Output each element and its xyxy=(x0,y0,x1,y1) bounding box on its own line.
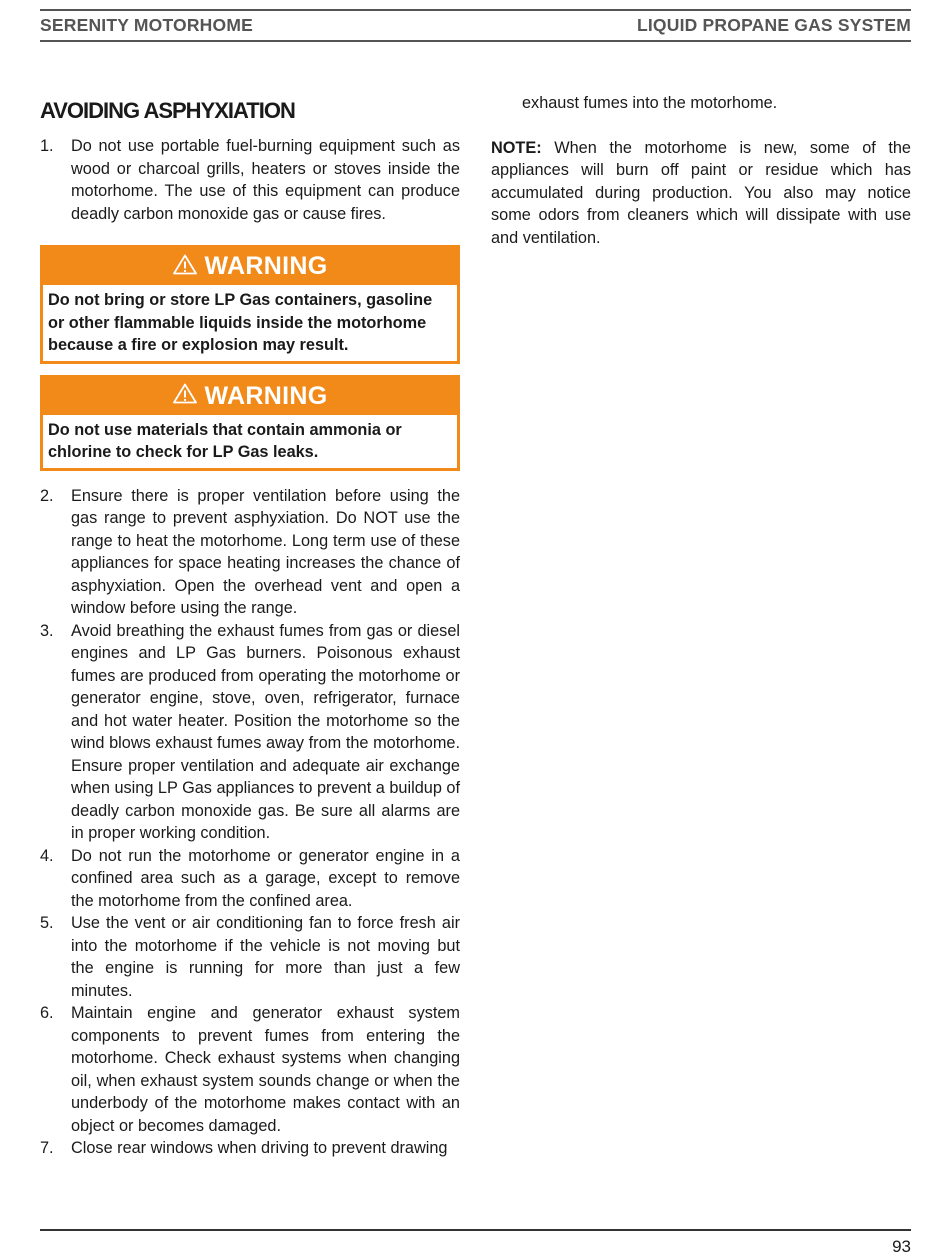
list-item-text: Close rear windows when driving to prevent drawing xyxy=(71,1139,448,1157)
note-paragraph xyxy=(491,137,911,250)
list-item-continuation: exhaust fumes into the motorhome. xyxy=(522,94,778,112)
list-item-number: 3. xyxy=(40,621,54,640)
list-item-text: Maintain engine and generator exhaust system components to prevent fumes from entering the motorhome. Check exhaust systems when changing oil, when exhaust system sounds change or when the underbody of the motorhome makes contact with an object or becomes damaged. xyxy=(71,1004,460,1135)
section-title: AVOIDING ASPHYXIATION xyxy=(40,98,295,123)
list-item xyxy=(40,485,460,620)
list-item-text: Use the vent or air conditioning fan to force fresh air into the motorhome if the vehicle is not moving but the engine is running for more than just a few minutes. xyxy=(71,914,460,1000)
warning-triangle-icon xyxy=(173,378,197,415)
list-item-text: Ensure there is proper ventilation before using the gas range to prevent asphyxiation. Do NOT use the range to heat the motorhome. Long term use of these appliances for space heating increases the chance of asphyxiation. Open the overhead vent and open a window before using the range. xyxy=(71,486,460,617)
header-manual-title: SERENITY MOTORHOME xyxy=(40,15,253,35)
warning-title: WARNING xyxy=(204,381,328,410)
warning-header xyxy=(43,378,457,415)
header-section-title: LIQUID PROPANE GAS SYSTEM xyxy=(636,15,911,35)
list-item-number: 7. xyxy=(40,1139,54,1157)
header-rule-top xyxy=(40,9,911,11)
list-item-number: 4. xyxy=(40,846,54,865)
list-item xyxy=(40,1137,460,1160)
list-item xyxy=(40,845,460,913)
list-item xyxy=(40,135,460,225)
list-item-number: 2. xyxy=(40,486,54,505)
list-item-number: 6. xyxy=(40,1004,54,1022)
footer-rule xyxy=(40,1229,911,1231)
warning-box xyxy=(40,245,460,364)
warning-text: Do not use materials that contain ammonia or chlorine to check for LP Gas leaks. xyxy=(43,415,457,468)
list-item-number: 5. xyxy=(40,914,54,932)
list-item xyxy=(40,912,460,1002)
list-item-number: 1. xyxy=(40,137,54,155)
warning-triangle-icon xyxy=(173,249,197,286)
list-item-text: Do not run the motorhome or generator engine in a confined area such as a garage, except to remove the motorhome from the confined area. xyxy=(71,846,460,910)
list-item xyxy=(40,1002,460,1137)
warning-title: WARNING xyxy=(204,252,328,280)
warning-header xyxy=(43,248,457,285)
list-item-text: Do not use portable fuel-burning equipment such as wood or charcoal grills, heaters or stoves inside the motorhome. The use of this equipment can produce deadly carbon monoxide gas or cause fires. xyxy=(71,137,460,223)
warning-text: Do not bring or store LP Gas containers, gasoline or other flammable liquids inside the motorhome because a fire or explosion may result. xyxy=(43,285,457,361)
list-item-text: Avoid breathing the exhaust fumes from gas or diesel engines and LP Gas burners. Poisonous exhaust fumes are produced from operating the motorhome or generator engine, stove, oven, refrigerator, furnace and hot water heater. Position the motorhome so the wind blows exhaust fumes away from the motorhome. Ensure proper ventilation and adequate air exchange when using LP Gas appliances to prevent a buildup of deadly carbon monoxide gas. Be sure all alarms are in proper working condition. xyxy=(71,621,460,842)
list-item xyxy=(40,620,460,845)
page-number: 93 xyxy=(892,1237,911,1256)
left-column xyxy=(40,97,460,1160)
right-column xyxy=(491,92,911,249)
note-label: NOTE: xyxy=(491,138,542,157)
header-rule-bottom xyxy=(40,40,911,42)
note-text: When the motorhome is new, some of the appliances will burn off paint or residue which has accumulated during production. You also may notice some odors from cleaners which will dissipate with use and ventilation. xyxy=(491,138,911,247)
warning-box xyxy=(40,375,460,471)
